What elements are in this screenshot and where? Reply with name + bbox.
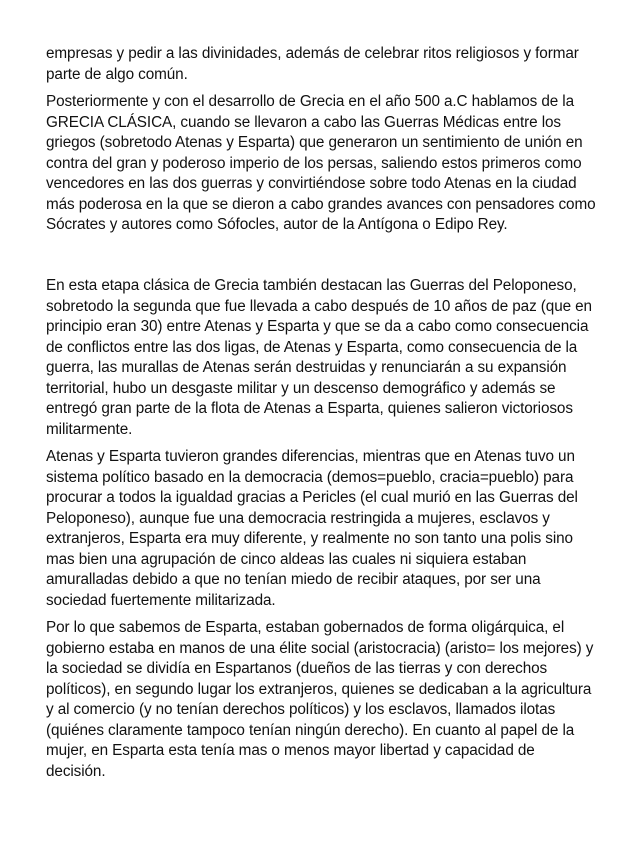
text-line: sistema político basado en la democracia (demos=pueblo, cracia=pueblo) para (46, 468, 574, 486)
text-line: y al comercio (y no tenían derechos políticos) y los esclavos, llamados ilotas (46, 701, 556, 718)
text-line: parte de algo común. (46, 65, 188, 83)
text-line: Peloponeso), aunque fue una democracia restringida a mujeres, esclavos y (46, 509, 550, 527)
text-line: la sociedad se dividía en Espartanos (dueños de las tierras y con derechos (46, 660, 548, 677)
text-line: empresas y pedir a las divinidades, además de celebrar ritos religiosos y formar (46, 45, 579, 62)
text-line: contra del gran y poderoso imperio de los persas, saliendo estos primeros como (46, 154, 582, 172)
text-line: territorial, hubo un desgaste militar y un descenso demográfico y además se (46, 379, 556, 397)
text-line: (quiénes claramente tampoco tenían ningún derecho). En cuanto al papel de la (46, 721, 575, 739)
text-line: sociedad fuertemente militarizada. (46, 591, 276, 609)
text-line: amuralladas debido a que no tenían miedo de recibir ataques, por ser una (46, 571, 541, 588)
text-line: guerra, las murallas de Atenas serán destruidas y renunciarán a su expansión (46, 359, 567, 376)
text-line: extranjeros, Esparta era muy diferente, y realmente no son tanto una polis sino (46, 530, 573, 547)
text-line: En esta etapa clásica de Grecia también destacan las Guerras del Peloponeso, (46, 277, 577, 294)
paragraph-atenas-esparta-diferencias (46, 447, 578, 611)
text-line: GRECIA CLÁSICA, cuando se llevaron a cabo las Guerras Médicas entre los (46, 113, 561, 131)
text-line: mujer, en Esparta esta tenía mas o menos mayor libertad y capacidad de (46, 742, 535, 759)
paragraph-religion-continuation (46, 44, 579, 85)
text-line: gobierno estaba en manos de una élite social (aristocracia) (aristo= los mejores) y (46, 639, 594, 657)
text-line: de conflictos entre las dos ligas, de Atenas y Esparta, como consecuencia de la (46, 338, 578, 356)
text-line: Sócrates y autores como Sófocles, autor de la Antígona o Edipo Rey. (46, 216, 508, 233)
paragraph-grecia-clasica (46, 92, 596, 236)
text-line: sobretodo la segunda que fue llevada a cabo después de 10 años de paz (que en (46, 297, 592, 315)
text-line: Atenas y Esparta tuvieron grandes diferencias, mientras que en Atenas tuvo un (46, 448, 575, 465)
text-line: procurar a todos la igualdad gracias a Pericles (el cual murió en las Guerras del (46, 489, 578, 506)
text-line: vencedores en las dos guerras y convirtiéndose sobre todo Atenas en la ciudad (46, 175, 577, 192)
text-line: entregó gran parte de la flota de Atenas a Esparta, quienes salieron victoriosos (46, 400, 573, 417)
text-line: griegos (sobretodo Atenas y Esparta) que generaron un sentimiento de unión en (46, 134, 583, 151)
paragraph-esparta-gobierno (46, 618, 593, 782)
text-line: principio eran 30) entre Atenas y Esparta y que se da a cabo como consecuencia (46, 318, 589, 335)
text-line: más poderosa en la que se dieron a cabo grandes avances con pensadores como (46, 195, 596, 213)
text-line: políticos), en segundo lugar los extranjeros, quienes se dedicaban a la agricultura (46, 680, 592, 698)
text-line: militarmente. (46, 420, 133, 438)
text-line: mas bien una agrupación de cinco aldeas las cuales ni siquiera estaban (46, 550, 527, 568)
text-line: decisión. (46, 762, 106, 780)
text-line: Posteriormente y con el desarrollo de Grecia en el año 500 a.C hablamos de la (46, 93, 574, 110)
text-line: Por lo que sabemos de Esparta, estaban gobernados de forma oligárquica, el (46, 619, 565, 636)
paragraph-guerras-peloponeso (46, 276, 592, 440)
